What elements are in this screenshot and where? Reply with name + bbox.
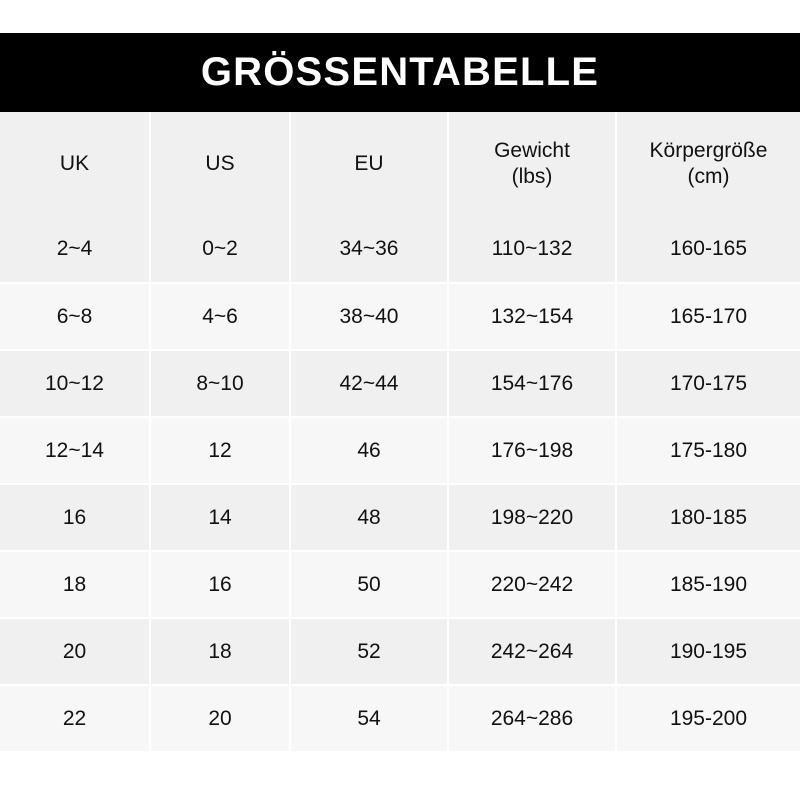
column-header-height-label: Körpergröße [649, 138, 768, 162]
cell-height: 195-200 [616, 685, 800, 752]
cell-us: 18 [150, 618, 290, 685]
cell-height: 190-195 [616, 618, 800, 685]
table-row [0, 685, 800, 752]
column-header-weight-label: Gewicht [494, 138, 570, 162]
cell-weight: 242~264 [448, 618, 616, 685]
cell-us: 8~10 [150, 350, 290, 417]
cell-eu: 52 [290, 618, 448, 685]
column-header-weight [448, 112, 616, 216]
cell-uk: 10~12 [0, 350, 150, 417]
cell-eu: 46 [290, 417, 448, 484]
column-header-us-label: US [205, 151, 235, 175]
column-header-us [150, 112, 290, 216]
page-title: GRÖSSENTABELLE [200, 50, 600, 94]
table-body [0, 216, 800, 752]
column-header-uk [0, 112, 150, 216]
column-header-weight-unit: (lbs) [511, 165, 553, 188]
top-spacer [0, 0, 800, 33]
cell-uk: 20 [0, 618, 150, 685]
cell-height: 175-180 [616, 417, 800, 484]
cell-weight: 198~220 [448, 484, 616, 551]
size-table [0, 112, 800, 753]
cell-weight: 176~198 [448, 417, 616, 484]
table-header [0, 112, 800, 216]
table-row [0, 551, 800, 618]
cell-height: 180-185 [616, 484, 800, 551]
cell-uk: 12~14 [0, 417, 150, 484]
cell-height: 185-190 [616, 551, 800, 618]
cell-uk: 18 [0, 551, 150, 618]
cell-us: 4~6 [150, 283, 290, 350]
table-row [0, 484, 800, 551]
cell-us: 12 [150, 417, 290, 484]
cell-us: 14 [150, 484, 290, 551]
size-table-container [0, 112, 800, 773]
cell-eu: 38~40 [290, 283, 448, 350]
table-row [0, 618, 800, 685]
cell-us: 0~2 [150, 216, 290, 283]
table-row [0, 216, 800, 283]
cell-eu: 48 [290, 484, 448, 551]
column-header-height [616, 112, 800, 216]
table-row [0, 350, 800, 417]
column-header-uk-label: UK [59, 151, 90, 175]
table-row [0, 283, 800, 350]
cell-uk: 2~4 [0, 216, 150, 283]
column-header-eu-label: EU [354, 151, 384, 175]
cell-uk: 16 [0, 484, 150, 551]
table-header-row [0, 112, 800, 216]
cell-eu: 42~44 [290, 350, 448, 417]
cell-weight: 264~286 [448, 685, 616, 752]
table-row [0, 417, 800, 484]
cell-weight: 132~154 [448, 283, 616, 350]
cell-weight: 220~242 [448, 551, 616, 618]
cell-us: 16 [150, 551, 290, 618]
cell-uk: 6~8 [0, 283, 150, 350]
column-header-height-unit: (cm) [687, 165, 730, 188]
cell-weight: 110~132 [448, 216, 616, 283]
cell-weight: 154~176 [448, 350, 616, 417]
cell-height: 160-165 [616, 216, 800, 283]
cell-eu: 50 [290, 551, 448, 618]
cell-eu: 54 [290, 685, 448, 752]
cell-uk: 22 [0, 685, 150, 752]
bottom-spacer [0, 773, 800, 800]
title-bar [0, 33, 800, 112]
cell-us: 20 [150, 685, 290, 752]
cell-eu: 34~36 [290, 216, 448, 283]
column-header-eu [290, 112, 448, 216]
cell-height: 170-175 [616, 350, 800, 417]
cell-height: 165-170 [616, 283, 800, 350]
